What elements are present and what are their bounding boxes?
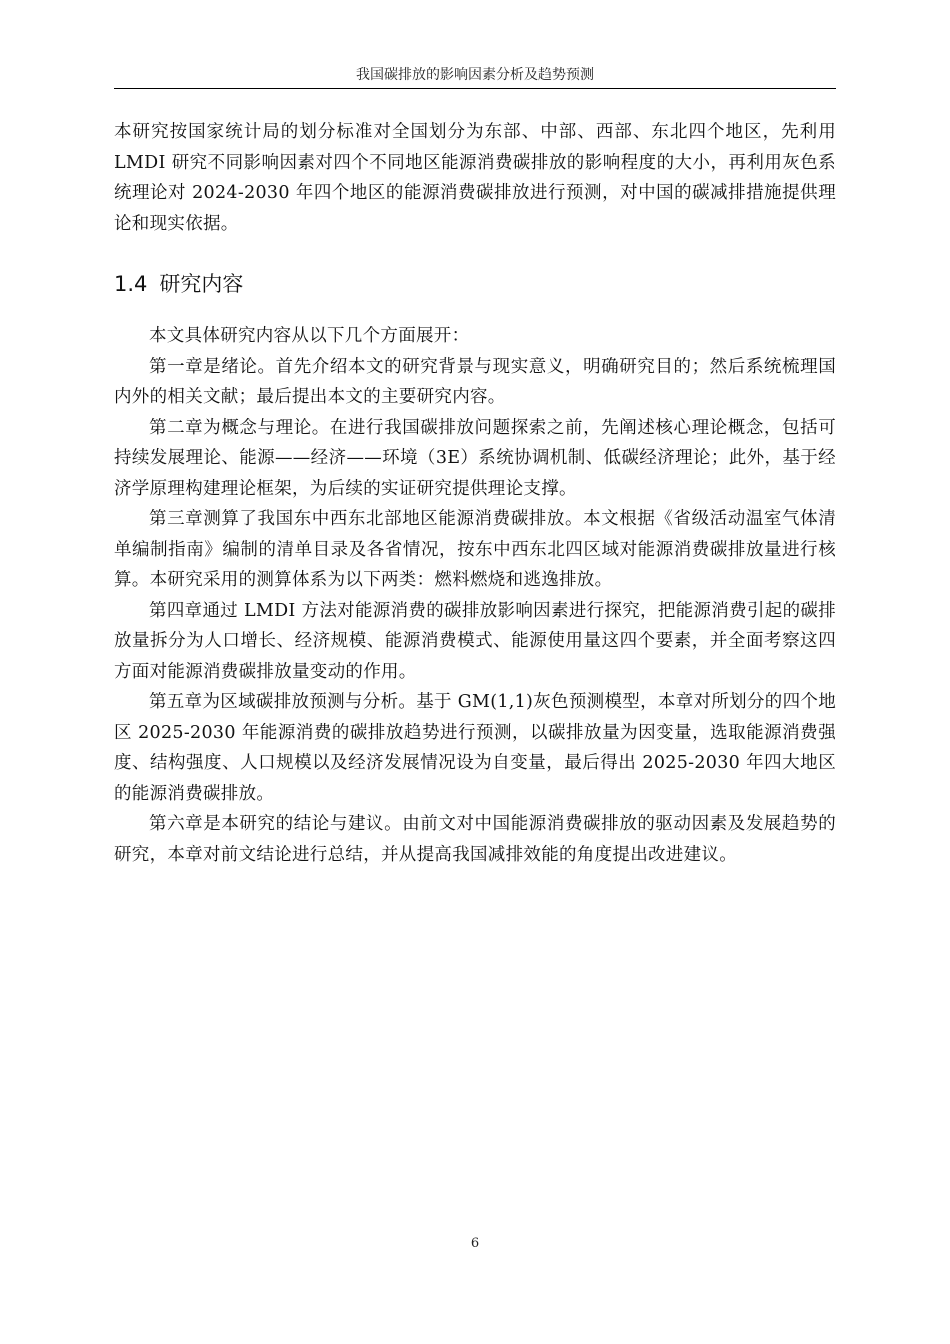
paragraph-chapter-1: 第一章是绪论。首先介绍本文的研究背景与现实意义，明确研究目的；然后系统梳理国内外的相关文献；最后提出本文的主要研究内容。 [114, 356, 836, 407]
body-text [114, 117, 836, 870]
paragraph-overview: 本文具体研究内容从以下几个方面展开： [149, 326, 470, 346]
running-header: 我国碳排放的影响因素分析及趋势预测 [356, 67, 594, 83]
paragraph-intro-continuation: 本研究按国家统计局的划分标准对全国划分为东部、中部、西部、东北四个地区，先利用 LMDI 研究不同影响因素对四个不同地区能源消费碳排放的影响程度的大小，再利用灰色系统理论对 2024-2030 年四个地区的能源消费碳排放进行预测，对中国的碳减排措施提供理论和现实依据。 [114, 122, 836, 234]
header-rule [114, 88, 836, 89]
paragraph-chapter-4: 第四章通过 LMDI 方法对能源消费的碳排放影响因素进行探究，把能源消费引起的碳排放量拆分为人口增长、经济规模、能源消费模式、能源使用量这四个要素，并全面考察这四方面对能源消费碳排放量变动的作用。 [114, 600, 836, 682]
paragraph-chapter-3: 第三章测算了我国东中西东北部地区能源消费碳排放。本文根据《省级活动温室气体清单编制指南》编制的清单目录及各省情况，按东中西东北四区域对能源消费碳排放量进行核算。本研究采用的测算体系为以下两类：燃料燃烧和逃逸排放。 [114, 509, 836, 590]
paragraph-chapter-2: 第二章为概念与理论。在进行我国碳排放问题探索之前，先阐述核心理论概念，包括可持续发展理论、能源——经济——环境（3E）系统协调机制、低碳经济理论；此外，基于经济学原理构建理论框架，为后续的实证研究提供理论支撑。 [114, 417, 836, 499]
paragraph-chapter-6: 第六章是本研究的结论与建议。由前文对中国能源消费碳排放的驱动因素及发展趋势的研究，本章对前文结论进行总结，并从提高我国减排效能的角度提出改进建议。 [114, 814, 836, 865]
paragraph-chapter-5: 第五章为区域碳排放预测与分析。基于 GM(1,1)灰色预测模型，本章对所划分的四个地区 2025-2030 年能源消费的碳排放趋势进行预测，以碳排放量为因变量，选取能源消费强度、结构强度、人口规模以及经济发展情况设为自变量，最后得出 2025-2030 年四大地区的能源消费碳排放。 [114, 692, 836, 804]
section-title: 研究内容 [159, 272, 244, 296]
page-number: 6 [470, 1236, 480, 1251]
section-number: 1.4 [114, 272, 148, 296]
section-heading [114, 269, 836, 299]
